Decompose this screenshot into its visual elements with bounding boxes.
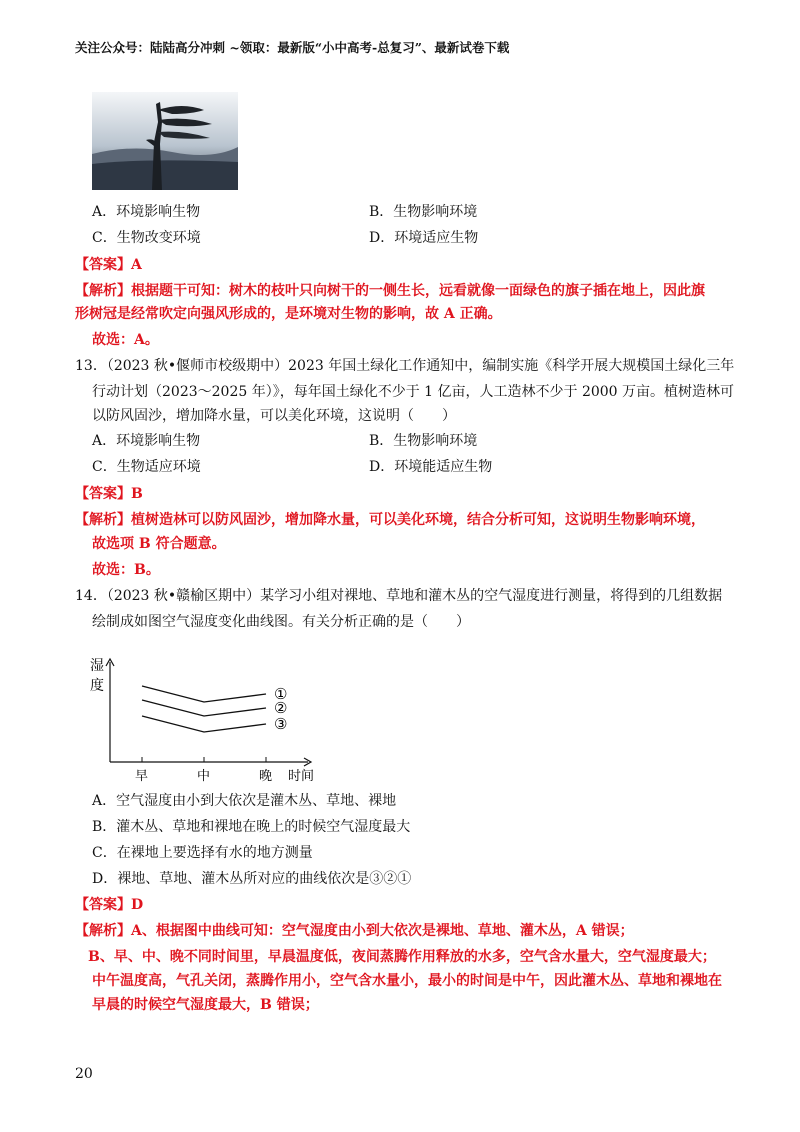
series-label-2: ② xyxy=(274,699,288,717)
q14-stem-line-1: 14．（2023 秋•赣榆区期中）某学习小组对裸地、草地和灌木丛的空气湿度进行测量，将得到的几组数据 xyxy=(75,588,723,604)
x-tick-label: 中 xyxy=(197,769,211,784)
q12-conclusion: 故选：A。 xyxy=(92,332,159,348)
q12-option-a: A．环境影响生物 xyxy=(92,204,201,220)
y-axis-label-1: 湿 xyxy=(90,658,104,674)
series-label-1: ① xyxy=(274,685,288,703)
q14-analysis-line-4: 早晨的时候空气湿度最大，B 错误； xyxy=(92,997,319,1013)
q13-option-c: C．生物适应环境 xyxy=(92,459,201,475)
q13-answer: 【答案】B xyxy=(75,486,143,502)
y-axis-label-2: 度 xyxy=(90,678,104,694)
humidity-line-chart xyxy=(80,650,340,785)
x-tick-label: 早 xyxy=(135,769,149,784)
x-axis-label: 时间 xyxy=(288,769,315,784)
q14-answer: 【答案】D xyxy=(75,897,144,913)
page-number: 20 xyxy=(75,1066,93,1082)
q13-stem-line-3: 以防风固沙，增加降水量，可以美化环境，这说明（ ） xyxy=(92,408,456,424)
q12-analysis-line-1: 【解析】根据题干可知：树木的枝叶只向树干的一侧生长，远看就像一面绿色的旗子插在地上，因此旗 xyxy=(75,283,705,299)
q12-analysis-line-2: 形树冠是经常吹定向强风形成的，是环境对生物的影响，故 A 正确。 xyxy=(75,306,502,322)
series-line-3 xyxy=(142,716,266,732)
x-tick-label: 晚 xyxy=(259,769,273,784)
q13-analysis-line-1: 【解析】植树造林可以防风固沙，增加降水量，可以美化环境，结合分析可知，这说明生物影响环境， xyxy=(75,512,705,528)
q14-option-c: C．在裸地上要选择有水的地方测量 xyxy=(92,845,313,861)
q12-answer: 【答案】A xyxy=(75,257,142,273)
q13-conclusion: 故选：B。 xyxy=(92,562,160,578)
page-header: 关注公众号：陆陆高分冲刺 ~领取：最新版“小中高考-总复习”、最新试卷下载 xyxy=(75,40,510,55)
q12-option-b: B．生物影响环境 xyxy=(369,204,478,220)
q14-analysis-line-3: 中午温度高，气孔关闭，蒸腾作用小，空气含水量小，最小的时间是中午，因此灌木丛、草地和裸地在 xyxy=(92,973,722,989)
flag-tree-photo xyxy=(92,92,238,190)
q14-analysis-line-2: B、早、中、晚不同时间里，早晨温度低，夜间蒸腾作用释放的水多，空气含水量大，空气湿度最大； xyxy=(88,949,716,965)
q13-option-d: D．环境能适应生物 xyxy=(369,459,493,475)
q12-option-d: D．环境适应生物 xyxy=(369,230,479,246)
q13-stem-line-1: 13．（2023 秋•偃师市校级期中）2023 年国土绿化工作通知中，编制实施《科学开展大规模国土绿化三年 xyxy=(75,358,735,374)
q14-option-b: B．灌木丛、草地和裸地在晚上的时候空气湿度最大 xyxy=(92,819,411,835)
series-line-1 xyxy=(142,686,266,702)
q14-option-d: D．裸地、草地、灌木丛所对应的曲线依次是③②① xyxy=(92,871,412,887)
q12-option-c: C．生物改变环境 xyxy=(92,230,201,246)
q13-option-a: A．环境影响生物 xyxy=(92,433,201,449)
q13-analysis-line-2: 故选项 B 符合题意。 xyxy=(92,536,226,552)
q14-analysis-line-1: 【解析】A、根据图中曲线可知：空气湿度由小到大依次是裸地、草地、灌木丛，A 错误； xyxy=(75,923,634,939)
q14-option-a: A．空气湿度由小到大依次是灌木丛、草地、裸地 xyxy=(92,793,397,809)
q14-stem-line-2: 绘制成如图空气湿度变化曲线图。有关分析正确的是（ ） xyxy=(92,614,470,630)
series-label-3: ③ xyxy=(274,715,288,733)
q13-option-b: B．生物影响环境 xyxy=(369,433,478,449)
q13-stem-line-2: 行动计划（2023～2025 年）》，每年国土绿化不少于 1 亿亩，人工造林不少于 2000 万亩。植树造林可 xyxy=(92,384,735,400)
